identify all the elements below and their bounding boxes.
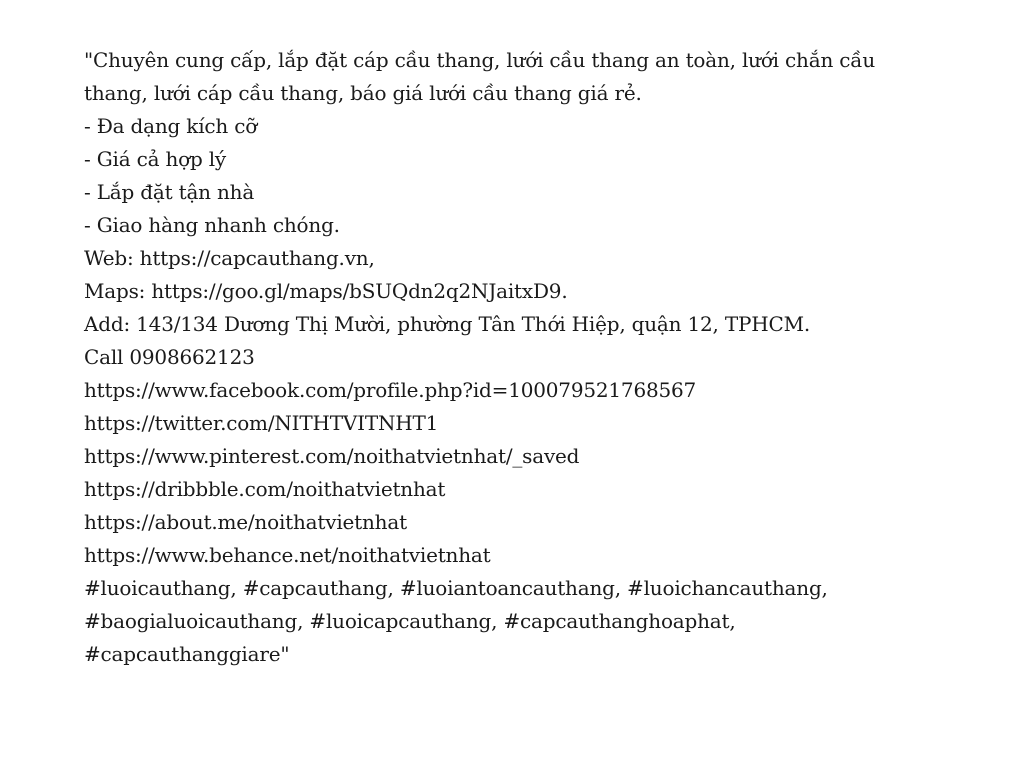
feature-item: - Giá cả hợp lý bbox=[84, 147, 227, 171]
feature-item: - Lắp đặt tận nhà bbox=[84, 180, 255, 204]
phone-line: Call 0908662123 bbox=[84, 345, 255, 369]
feature-item: - Giao hàng nhanh chóng. bbox=[84, 213, 340, 237]
aboutme-link[interactable]: https://about.me/noithatvietnhat bbox=[84, 510, 407, 534]
feature-item: - Đa dạng kích cỡ bbox=[84, 114, 258, 138]
document-body bbox=[84, 44, 984, 671]
hashtags-line-2: #baogialuoicauthang, #luoicapcauthang, #capcauthanghoaphat, bbox=[84, 609, 736, 633]
behance-link[interactable]: https://www.behance.net/noithatvietnhat bbox=[84, 543, 491, 567]
hashtags-line-1: #luoicauthang, #capcauthang, #luoiantoancauthang, #luoichancauthang, bbox=[84, 576, 828, 600]
website-line: Web: https://capcauthang.vn, bbox=[84, 246, 375, 270]
hashtags-line-3: #capcauthanggiare" bbox=[84, 642, 290, 666]
facebook-link[interactable]: https://www.facebook.com/profile.php?id=100079521768567 bbox=[84, 378, 697, 402]
intro-text-line-1: "Chuyên cung cấp, lắp đặt cáp cầu thang, lưới cầu thang an toàn, lưới chắn cầu bbox=[84, 48, 876, 72]
dribbble-link[interactable]: https://dribbble.com/noithatvietnhat bbox=[84, 477, 446, 501]
twitter-link[interactable]: https://twitter.com/NITHTVITNHT1 bbox=[84, 411, 439, 435]
maps-line: Maps: https://goo.gl/maps/bSUQdn2q2NJaitxD9. bbox=[84, 279, 568, 303]
intro-text-line-2: thang, lưới cáp cầu thang, báo giá lưới cầu thang giá rẻ. bbox=[84, 81, 642, 105]
pinterest-link[interactable]: https://www.pinterest.com/noithatvietnhat/_saved bbox=[84, 444, 580, 468]
address-line: Add: 143/134 Dương Thị Mười, phường Tân Thới Hiệp, quận 12, TPHCM. bbox=[84, 312, 811, 336]
